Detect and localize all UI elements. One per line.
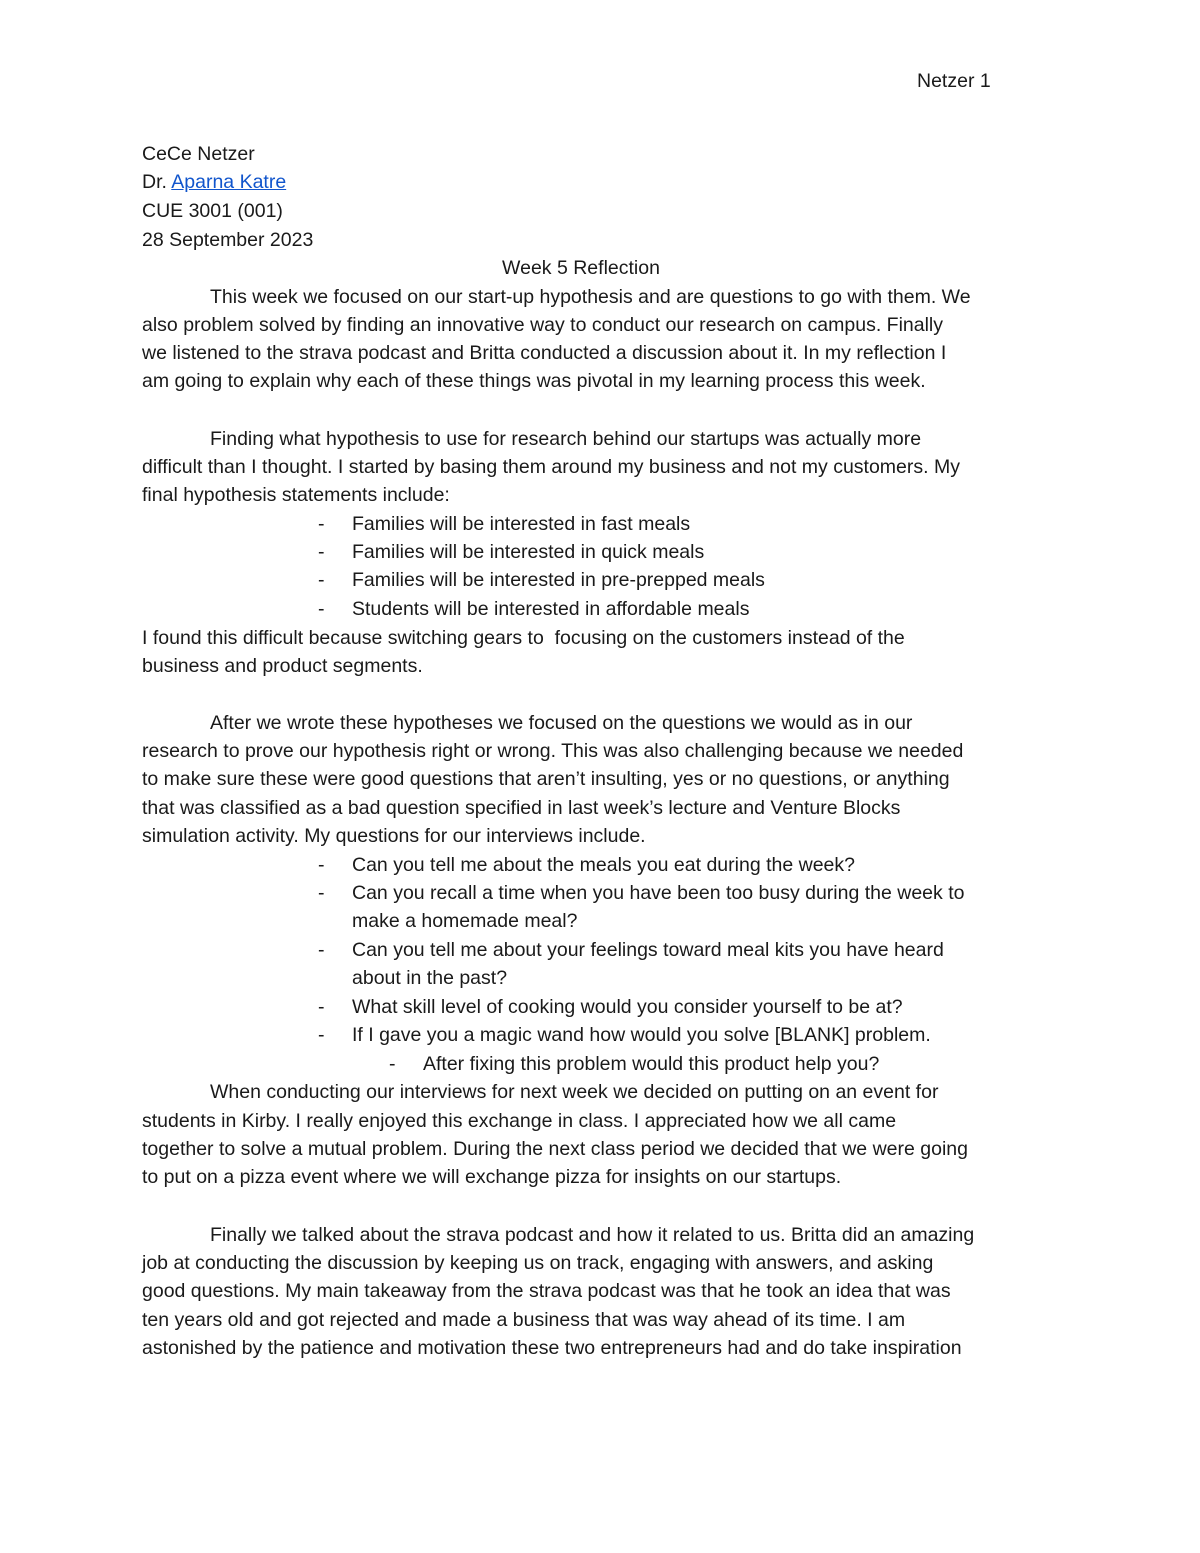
hypothesis-text: Families will be interested in fast meals	[352, 513, 691, 535]
p3-line-3: to make sure these were good questions that aren’t insulting, yes or no questions, or anything	[142, 768, 950, 790]
p2-after-line-1: I found this difficult because switching gears to focusing on the customers instead of the	[142, 627, 905, 649]
question-text: What skill level of cooking would you consider yourself to be at?	[352, 996, 903, 1018]
p5-line-1: Finally we talked about the strava podcast and how it related to us. Britta did an amazing	[210, 1224, 975, 1246]
instructor-link[interactable]: Aparna Katre	[171, 171, 287, 193]
p3-line-4: that was classified as a bad question specified in last week’s lecture and Venture Blocks	[142, 797, 901, 819]
p1-line-2: also problem solved by finding an innovative way to conduct our research on campus. Finally	[142, 314, 944, 336]
document-title: Week 5 Reflection	[502, 257, 660, 279]
course-line: CUE 3001 (001)	[142, 200, 283, 222]
question-text: If I gave you a magic wand how would you solve [BLANK] problem.	[352, 1024, 931, 1046]
page-header: Netzer 1	[917, 70, 991, 92]
bullet-dash: -	[318, 513, 325, 535]
p4-line-3: together to solve a mutual problem. During the next class period we decided that we were going	[142, 1138, 968, 1160]
p3-line-1: After we wrote these hypotheses we focused on the questions we would as in our	[210, 712, 913, 734]
bullet-dash: -	[318, 569, 325, 591]
date-line: 28 September 2023	[142, 229, 314, 251]
p5-line-3: good questions. My main takeaway from the strava podcast was that he took an idea that was	[142, 1280, 951, 1302]
p5-line-4: ten years old and got rejected and made a business that was way ahead of its time. I am	[142, 1309, 906, 1331]
p2-line-1: Finding what hypothesis to use for research behind our startups was actually more	[210, 428, 922, 450]
question-text: Can you tell me about the meals you eat during the week?	[352, 854, 855, 876]
bullet-dash: -	[318, 939, 325, 961]
question-text: Can you tell me about your feelings toward meal kits you have heard	[352, 939, 944, 961]
bullet-dash: -	[318, 598, 325, 620]
question-text-continued: make a homemade meal?	[352, 910, 578, 932]
p4-line-1: When conducting our interviews for next week we decided on putting on an event for	[210, 1081, 939, 1103]
bullet-dash: -	[318, 854, 325, 876]
question-text: Can you recall a time when you have been too busy during the week to	[352, 882, 965, 904]
question-text: After fixing this problem would this product help you?	[423, 1053, 880, 1075]
instructor-prefix: Dr.	[142, 171, 172, 193]
p5-line-5: astonished by the patience and motivation these two entrepreneurs had and do take inspiration	[142, 1337, 962, 1359]
p2-line-2: difficult than I thought. I started by basing them around my business and not my customers. My	[142, 456, 960, 478]
question-text-continued: about in the past?	[352, 967, 508, 989]
bullet-dash: -	[318, 1024, 325, 1046]
p3-line-2: research to prove our hypothesis right or wrong. This was also challenging because we needed	[142, 740, 964, 762]
hypothesis-text: Students will be interested in affordable meals	[352, 598, 750, 620]
p1-line-1: This week we focused on our start-up hypothesis and are questions to go with them. We	[210, 286, 971, 308]
bullet-dash: -	[389, 1053, 396, 1075]
p2-line-3: final hypothesis statements include:	[142, 484, 450, 506]
instructor-line	[142, 168, 286, 197]
p5-line-2: job at conducting the discussion by keeping us on track, engaging with answers, and asking	[142, 1252, 934, 1274]
bullet-dash: -	[318, 882, 325, 904]
bullet-dash: -	[318, 996, 325, 1018]
p4-line-4: to put on a pizza event where we will exchange pizza for insights on our startups.	[142, 1166, 842, 1188]
p4-line-2: students in Kirby. I really enjoyed this exchange in class. I appreciated how we all came	[142, 1110, 897, 1132]
hypothesis-text: Families will be interested in quick meals	[352, 541, 705, 563]
p1-line-4: am going to explain why each of these things was pivotal in my learning process this week.	[142, 370, 926, 392]
bullet-dash: -	[318, 541, 325, 563]
author-name: CeCe Netzer	[142, 143, 255, 165]
hypothesis-text: Families will be interested in pre-prepped meals	[352, 569, 765, 591]
p2-after-line-2: business and product segments.	[142, 655, 423, 677]
p1-line-3: we listened to the strava podcast and Britta conducted a discussion about it. In my reflection I	[142, 342, 947, 364]
p3-line-5: simulation activity. My questions for our interviews include.	[142, 825, 646, 847]
